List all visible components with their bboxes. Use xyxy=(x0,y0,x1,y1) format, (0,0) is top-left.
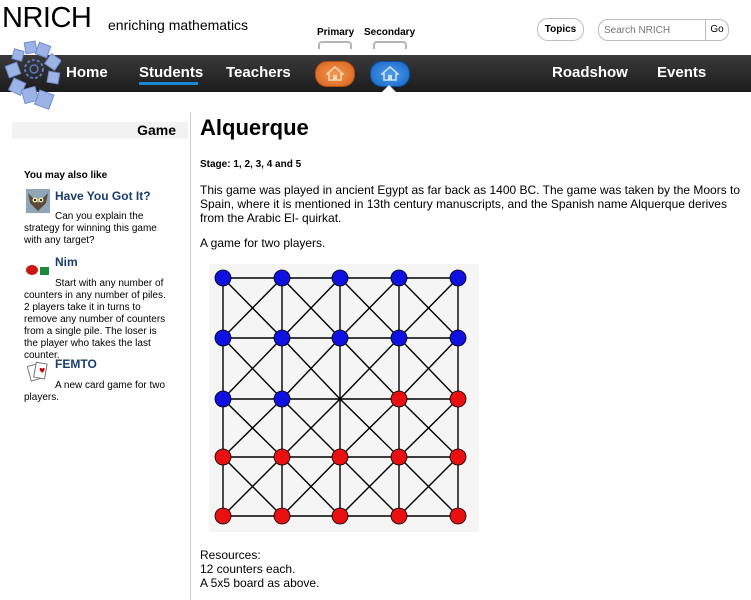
blue-counter xyxy=(450,330,466,346)
related-link-femto[interactable]: FEMTO xyxy=(55,357,97,371)
red-counter xyxy=(274,449,290,465)
nav-teachers[interactable]: Teachers xyxy=(226,64,291,81)
alquerque-board xyxy=(209,264,479,532)
main-nav xyxy=(0,55,751,92)
red-counter xyxy=(450,449,466,465)
house-icon xyxy=(381,66,399,81)
intro-paragraph: This game was played in ancient Egypt as far back as 1400 BC. The game was taken by the Moors to Spain, where it is mentioned in 13th century manuscripts, and the Spanish name Alquerque derives from the Arabic El- quirkat. xyxy=(200,183,741,225)
blue-counter xyxy=(215,391,231,407)
secondary-home-button[interactable] xyxy=(370,61,410,87)
counters-icon[interactable] xyxy=(26,264,50,276)
blue-counter xyxy=(274,270,290,286)
related-desc-have-you-got-it: Can you explain the strategy for winning this game with any target? xyxy=(24,211,157,246)
related-desc-femto: A new card game for two players. xyxy=(24,380,166,403)
related-heading: You may also like xyxy=(24,170,108,181)
sidebar-divider xyxy=(190,112,191,600)
page-title: Alquerque xyxy=(200,115,309,140)
related-link-nim[interactable]: Nim xyxy=(55,255,78,269)
red-counter xyxy=(332,508,348,524)
active-section-pointer xyxy=(382,85,396,92)
sidebar-title: Game xyxy=(12,122,188,139)
nav-events[interactable]: Events xyxy=(657,64,707,81)
search-go-button[interactable]: Go xyxy=(705,20,728,40)
search-input[interactable] xyxy=(599,20,703,40)
nav-students[interactable]: Students xyxy=(139,64,204,81)
red-counter xyxy=(332,449,348,465)
resources-board: A 5x5 board as above. xyxy=(200,576,320,590)
primary-tab-label[interactable]: Primary xyxy=(317,27,355,38)
resources-heading: Resources: xyxy=(200,548,261,562)
owl-icon[interactable] xyxy=(26,189,50,213)
blue-counter xyxy=(450,270,466,286)
topics-button[interactable]: Topics xyxy=(537,18,584,41)
house-icon xyxy=(326,66,344,81)
red-counter xyxy=(391,508,407,524)
cards-icon[interactable] xyxy=(27,360,49,382)
site-logo-text[interactable]: NRICH xyxy=(2,2,92,34)
nav-active-underline xyxy=(139,82,198,85)
blue-counter xyxy=(215,330,231,346)
red-counter xyxy=(391,449,407,465)
secondary-tab-label[interactable]: Secondary xyxy=(364,27,416,38)
red-counter xyxy=(391,391,407,407)
svg-text:♥: ♥ xyxy=(39,367,46,375)
blue-counter xyxy=(391,270,407,286)
red-counter xyxy=(215,449,231,465)
red-counter xyxy=(450,391,466,407)
nav-home[interactable]: Home xyxy=(66,64,108,81)
resources-counters: 12 counters each. xyxy=(200,562,296,576)
primary-bracket xyxy=(318,41,352,49)
blue-counter xyxy=(332,330,348,346)
nrich-spiral-logo-icon[interactable] xyxy=(3,40,61,112)
blue-counter xyxy=(274,391,290,407)
blue-counter xyxy=(215,270,231,286)
stage-label: Stage: 1, 2, 3, 4 and 5 xyxy=(200,159,302,170)
players-paragraph: A game for two players. xyxy=(200,236,326,250)
related-link-have-you-got-it[interactable]: Have You Got It? xyxy=(55,189,151,203)
primary-home-button[interactable] xyxy=(315,61,355,87)
blue-counter xyxy=(274,330,290,346)
red-counter xyxy=(450,508,466,524)
related-desc-nim: Start with any number of counters in any number of piles. 2 players take it in turns to remove any number of counters from a single pile. The loser is the player who takes the last counter. xyxy=(24,278,166,361)
nav-roadshow[interactable]: Roadshow xyxy=(552,64,628,81)
blue-counter xyxy=(391,330,407,346)
secondary-bracket xyxy=(373,41,407,49)
site-tagline: enriching mathematics xyxy=(108,17,249,33)
red-counter xyxy=(274,508,290,524)
search-box xyxy=(598,19,729,41)
blue-counter xyxy=(332,270,348,286)
red-counter xyxy=(215,508,231,524)
